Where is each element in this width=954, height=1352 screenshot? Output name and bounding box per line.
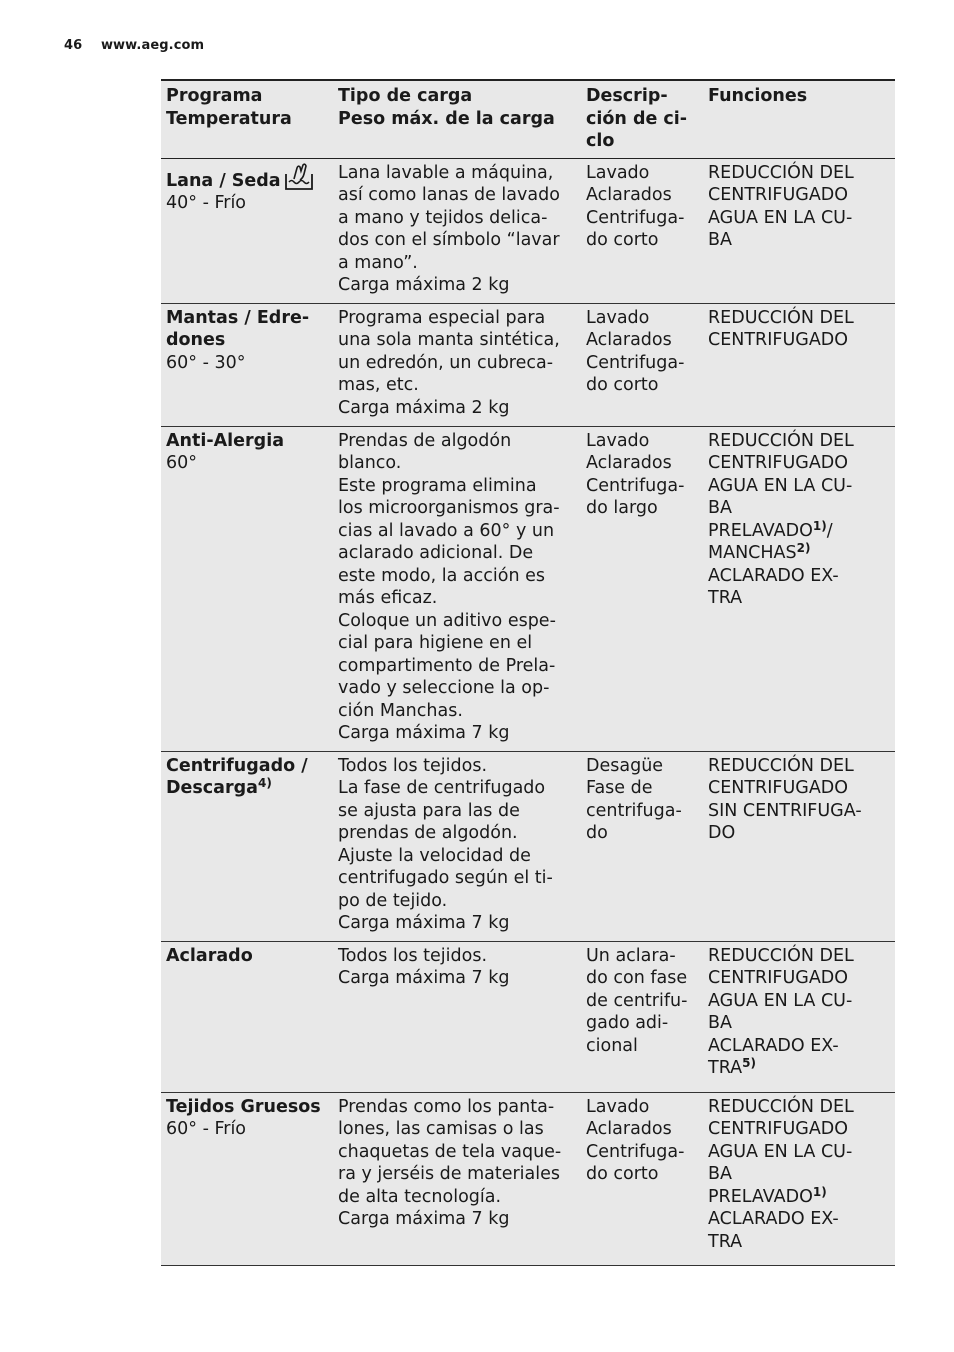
function-line [708,565,891,588]
load-line: Todos los tejidos. [338,755,488,776]
program-name: Tejidos Gruesos [166,1096,321,1117]
function-line [708,1057,891,1080]
load-line: Programa especial para [338,307,546,328]
load-line: ción Manchas. [338,700,463,721]
function-line [708,990,891,1013]
function-text: AGUA EN LA CU- [708,990,853,1011]
function-line [708,967,891,990]
load-line: blanco. [338,453,402,473]
function-line [708,800,891,823]
cycle-line: de centrifu- [586,990,688,1011]
load-line: de alta tecnología. [338,1186,502,1207]
function-text: CENTRIFUGADO [708,330,849,350]
cycle-line: do con fase [586,968,688,988]
function-line [708,945,891,968]
program-name: Lana / Seda [166,162,329,193]
function-line [708,1186,891,1209]
function-text: TRA [708,1231,743,1252]
load-cell [333,303,581,426]
function-text: DO [708,823,736,843]
function-text: PRELAVADO [708,520,813,541]
load-cell [333,751,581,941]
function-line [708,755,891,778]
cycle-line: Un aclara- [586,945,676,966]
load-line: Prendas como los panta- [338,1096,555,1117]
table-header-row [161,80,895,158]
program-cell [161,303,333,426]
header-funciones: Funciones [708,86,808,106]
load-line: po de tejido. [338,890,448,911]
load-line: cias al lavado a 60° y un [338,520,555,541]
site-url: www.aeg.com [100,38,205,53]
function-line [708,475,891,498]
load-line: una sola manta sintética, [338,330,560,350]
load-line: La fase de centrifugado [338,778,546,798]
load-cell [333,1092,581,1265]
cycle-cell [581,158,703,303]
cycle-line: Aclarados [586,185,672,205]
cycle-line: Lavado [586,1096,650,1117]
header-programa: Programa Temperatura [166,86,292,129]
function-text: AGUA EN LA CU- [708,1141,853,1162]
program-cell [161,426,333,751]
function-text: ACLARADO EX- [708,1035,839,1056]
cycle-line: Centrifuga- [586,207,685,228]
load-line: Todos los tejidos. [338,945,488,966]
program-cell [161,1092,333,1265]
function-text: BA [708,1013,732,1033]
table-row [161,1092,895,1265]
function-line [708,1035,891,1058]
function-line [708,587,891,610]
load-cell [333,158,581,303]
load-line: Carga máxima 7 kg [338,723,510,743]
function-text: REDUCCIÓN DEL [708,430,854,451]
page-header [64,38,204,53]
cycle-line: cional [586,1035,638,1056]
function-line [708,1208,891,1231]
function-line [708,329,891,352]
program-name: Descarga$^{4)}$ [166,776,272,798]
cycle-line: gado adi- [586,1013,669,1033]
function-text: TRA [708,1058,743,1078]
cycle-line: Centrifuga- [586,475,685,496]
load-line: chaquetas de tela vaque- [338,1141,562,1162]
function-line [708,307,891,330]
footnote-ref: 1) [812,518,827,533]
cycle-line: Aclarados [586,330,672,350]
cycle-line: do corto [586,375,659,395]
load-line: a mano y tejidos delica- [338,207,548,228]
load-line: aclarado adicional. De [338,543,534,563]
cycle-line: Fase de [586,778,653,798]
function-line [708,229,891,252]
footnote-ref: 4) [257,776,272,790]
cycle-cell [581,941,703,1092]
functions-cell [703,426,895,751]
function-text: REDUCCIÓN DEL [708,945,854,966]
function-line [708,777,891,800]
table-row [161,941,895,1092]
function-line [708,822,891,845]
load-line: Prendas de algodón [338,430,512,451]
cycle-line: do corto [586,230,659,250]
program-temperature: 60° - Frío [166,1119,247,1139]
function-line [708,184,891,207]
hand-wash-icon [284,162,314,192]
function-text: CENTRIFUGADO [708,1119,849,1139]
page-number: 46 [64,38,83,53]
load-line: se ajusta para las de [338,800,520,821]
load-cell [333,426,581,751]
program-cell [161,941,333,1092]
program-name: Aclarado [166,945,253,966]
program-name: Anti-Alergia [166,430,285,451]
function-text: CENTRIFUGADO [708,968,849,988]
functions-cell [703,751,895,941]
function-line [708,430,891,453]
load-line: a mano”. [338,252,418,273]
functions-cell [703,303,895,426]
cycle-line: Aclarados [586,1119,672,1139]
program-name: dones [166,330,226,350]
function-line [708,497,891,520]
function-line [708,1141,891,1164]
function-text: REDUCCIÓN DEL [708,1096,854,1117]
cycle-line: centrifuga- [586,800,682,821]
footnote-ref: 5) [742,1056,756,1070]
cycle-line: Aclarados [586,453,672,473]
function-text: BA [708,498,732,518]
function-text: CENTRIFUGADO [708,778,849,798]
load-line: Carga máxima 2 kg [338,275,510,295]
function-line [708,542,891,565]
function-text: AGUA EN LA CU- [708,475,853,496]
load-line: Carga máxima 7 kg [338,1209,510,1229]
load-line: lones, las camisas o las [338,1119,544,1139]
table-row [161,303,895,426]
function-text: AGUA EN LA CU- [708,207,853,228]
functions-cell [703,1092,895,1265]
function-text: BA [708,1164,732,1184]
program-name: Centrifugado / [166,755,308,776]
cycle-cell [581,751,703,941]
program-temperature: 40° - Frío [166,193,247,213]
load-line: Carga máxima 7 kg [338,913,510,933]
program-temperature: 60° [166,453,198,473]
function-line [708,1118,891,1141]
function-line [708,1231,891,1254]
load-line: Coloque un aditivo espe- [338,610,556,631]
cycle-line: Lavado [586,430,650,451]
table-row [161,751,895,941]
function-text: TRA [708,588,743,608]
function-text: PRELAVADO [708,1186,813,1207]
function-text: MANCHAS [708,543,797,563]
cycle-line: Lavado [586,307,650,328]
function-text: ACLARADO EX- [708,1209,839,1229]
function-text: CENTRIFUGADO [708,453,849,473]
cycle-line: Centrifuga- [586,1141,685,1162]
load-line: Ajuste la velocidad de [338,845,531,866]
load-line: así como lanas de lavado [338,185,560,205]
table-row [161,426,895,751]
footnote-ref: 2) [796,541,811,555]
function-text: ACLARADO EX- [708,565,839,586]
load-line: mas, etc. [338,375,419,395]
function-line [708,520,891,543]
function-text: REDUCCIÓN DEL [708,162,854,183]
function-text: REDUCCIÓN DEL [708,755,854,776]
load-line: un edredón, un cubreca- [338,352,554,373]
program-name: Mantas / Edre- [166,307,310,328]
load-line: Lana lavable a máquina, [338,162,554,183]
function-line [708,1163,891,1186]
table-row [161,158,895,303]
program-cell [161,751,333,941]
cycle-line: do [586,823,608,843]
functions-cell [703,941,895,1092]
functions-cell [703,158,895,303]
cycle-line: Desagüe [586,755,664,776]
header-descripcion: Descrip- ción de ci- clo [586,86,688,151]
cycle-line: Lavado [586,162,650,183]
load-line: Carga máxima 2 kg [338,397,510,418]
load-line: compartimento de Prela- [338,655,556,676]
function-text: BA [708,230,732,250]
load-line: este modo, la acción es [338,565,545,586]
function-line [708,162,891,185]
cycle-line: do largo [586,498,658,518]
load-line: vado y seleccione la op- [338,678,550,698]
load-line: cial para higiene en el [338,633,533,653]
load-line: dos con el símbolo “lavar [338,230,560,250]
cycle-cell [581,1092,703,1265]
cycle-cell [581,303,703,426]
load-line: Este programa elimina [338,475,537,496]
cycle-line: Centrifuga- [586,352,685,373]
cycle-line: do corto [586,1164,659,1184]
program-temperature: 60° - 30° [166,352,246,373]
function-line [708,207,891,230]
load-line: prendas de algodón. [338,823,518,843]
load-line: centrifugado según el ti- [338,868,553,888]
function-line [708,452,891,475]
load-line: más eficaz. [338,588,438,608]
function-suffix: / [826,520,833,541]
load-line: Carga máxima 7 kg [338,968,510,988]
load-line: ra y jerséis de materiales [338,1164,561,1184]
load-line: los microorganismos gra- [338,498,560,518]
footnote-ref: 1) [812,1184,827,1199]
function-text: SIN CENTRIFUGA- [708,800,862,821]
program-cell [161,158,333,303]
function-line [708,1012,891,1035]
function-text: REDUCCIÓN DEL [708,307,854,328]
header-tipo-carga: Tipo de carga Peso máx. de la carga [338,86,555,129]
function-line [708,1096,891,1119]
function-text: CENTRIFUGADO [708,185,849,205]
load-cell [333,941,581,1092]
cycle-cell [581,426,703,751]
programs-table [161,79,895,1266]
